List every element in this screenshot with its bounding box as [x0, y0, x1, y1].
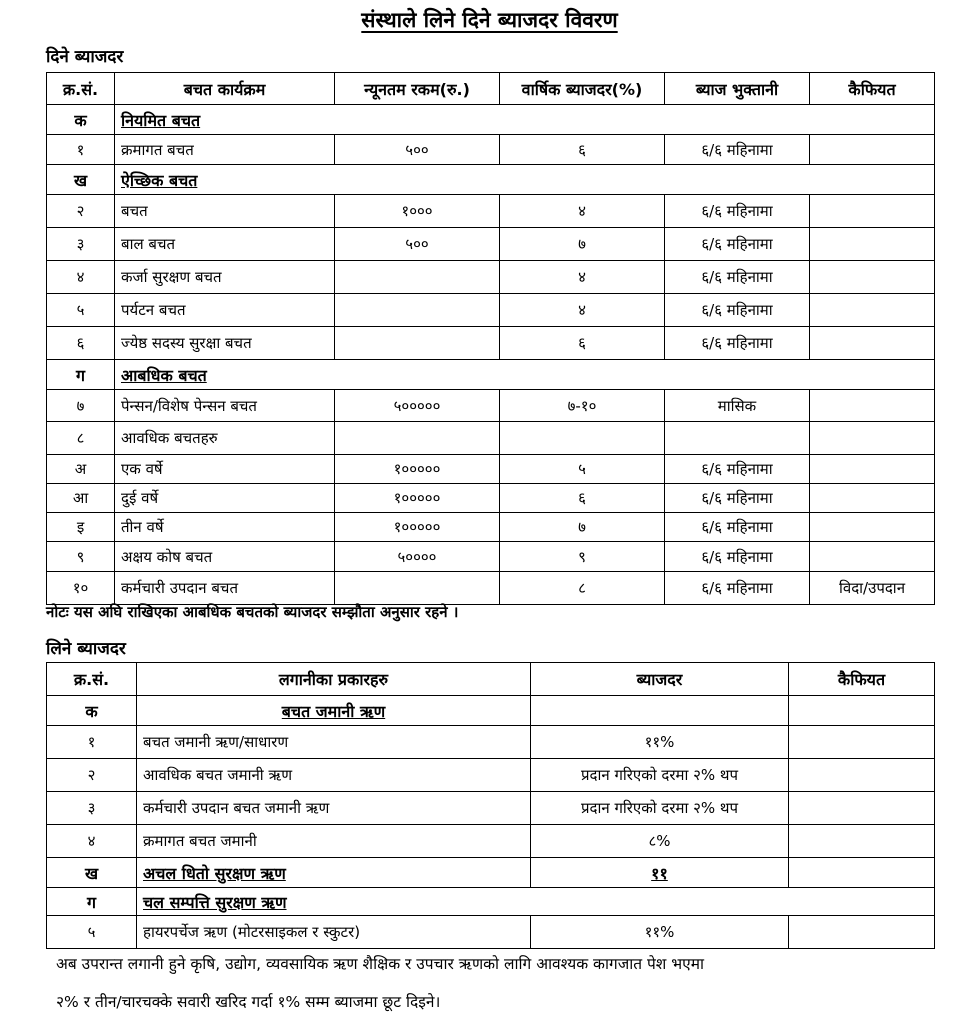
loan-section-title: लिने ब्याजदर — [46, 639, 126, 659]
table-row — [47, 390, 935, 422]
annual-rate: ८ — [500, 572, 665, 605]
remarks — [789, 792, 935, 825]
min-amount: ५०० — [335, 135, 500, 165]
annual-rate: ७ — [500, 513, 665, 542]
min-amount — [335, 294, 500, 327]
annual-rate: ९ — [500, 542, 665, 572]
remarks — [789, 759, 935, 792]
deposit-header-row — [47, 73, 935, 105]
remarks — [810, 422, 935, 455]
remarks — [810, 228, 935, 261]
program-name: बचत — [115, 195, 335, 228]
table-row — [47, 455, 935, 484]
min-amount — [335, 422, 500, 455]
group-rate — [531, 696, 789, 726]
min-amount: १००० — [335, 195, 500, 228]
min-amount: १००००० — [335, 455, 500, 484]
program-name: पर्यटन बचत — [115, 294, 335, 327]
table-row — [47, 422, 935, 455]
loan-type: आवधिक बचत जमानी ऋण — [137, 759, 531, 792]
table-row — [47, 195, 935, 228]
footer-note-line-1: अब उपरान्त लगानी हुने कृषि, उद्योग, व्यवसायिक ऋण शैक्षिक र उपचार ऋणको लागि आवश्यक कागजात पेश भएमा — [56, 955, 705, 973]
row-number: ९ — [47, 542, 115, 572]
remarks — [810, 455, 935, 484]
row-number: आ — [47, 484, 115, 513]
annual-rate: ४ — [500, 261, 665, 294]
interest-payment: ६/६ महिनामा — [665, 261, 810, 294]
header-cell: कैफियत — [810, 73, 935, 105]
min-amount: १००००० — [335, 484, 500, 513]
table-row — [47, 484, 935, 513]
loan-rate: ८% — [531, 825, 789, 858]
group-label: अचल धितो सुरक्षण ऋण — [137, 858, 531, 888]
loan-rate: ११% — [531, 726, 789, 759]
header-cell: बचत कार्यक्रम — [115, 73, 335, 105]
interest-payment: ६/६ महिनामा — [665, 542, 810, 572]
program-name: कर्मचारी उपदान बचत — [115, 572, 335, 605]
header-cell: कैफियत — [789, 663, 935, 696]
group-number: ख — [47, 165, 115, 195]
table-row — [47, 572, 935, 605]
row-number: १ — [47, 135, 115, 165]
loan-header-row — [47, 663, 935, 696]
loan-rate-table — [46, 662, 935, 949]
table-row — [47, 327, 935, 360]
header-cell: लगानीका प्रकारहरु — [137, 663, 531, 696]
remarks — [810, 135, 935, 165]
annual-rate: ४ — [500, 195, 665, 228]
interest-payment: ६/६ महिनामा — [665, 572, 810, 605]
header-cell: वार्षिक ब्याजदर(%) — [500, 73, 665, 105]
interest-payment: ६/६ महिनामा — [665, 195, 810, 228]
remarks — [789, 825, 935, 858]
group-number: ग — [47, 360, 115, 390]
group-row — [47, 696, 935, 726]
remarks — [810, 261, 935, 294]
loan-type: क्रमागत बचत जमानी — [137, 825, 531, 858]
row-number: इ — [47, 513, 115, 542]
header-cell: ब्याज भुक्तानी — [665, 73, 810, 105]
deposit-section-title: दिने ब्याजदर — [46, 47, 124, 67]
interest-payment: ६/६ महिनामा — [665, 327, 810, 360]
loan-type: बचत जमानी ऋण/साधारण — [137, 726, 531, 759]
annual-rate: ५ — [500, 455, 665, 484]
min-amount — [335, 572, 500, 605]
group-number: क — [47, 105, 115, 135]
group-row — [47, 105, 935, 135]
group-rate: ११ — [531, 858, 789, 888]
interest-payment: ६/६ महिनामा — [665, 135, 810, 165]
header-cell: ब्याजदर — [531, 663, 789, 696]
remarks — [810, 484, 935, 513]
annual-rate: ७ — [500, 228, 665, 261]
table-row — [47, 228, 935, 261]
table-row — [47, 792, 935, 825]
row-number: ५ — [47, 916, 137, 949]
group-label: नियमित बचत — [115, 105, 935, 135]
row-number: ७ — [47, 390, 115, 422]
remarks — [810, 390, 935, 422]
table-row — [47, 916, 935, 949]
annual-rate: ६ — [500, 135, 665, 165]
header-cell: क्र.सं. — [47, 73, 115, 105]
group-label: बचत जमानी ऋण — [137, 696, 531, 726]
annual-rate — [500, 422, 665, 455]
interest-payment: ६/६ महिनामा — [665, 228, 810, 261]
interest-payment: ६/६ महिनामा — [665, 513, 810, 542]
group-label: ऐच्छिक बचत — [115, 165, 935, 195]
interest-payment: ६/६ महिनामा — [665, 294, 810, 327]
group-row — [47, 858, 935, 888]
remarks — [810, 513, 935, 542]
annual-rate: ४ — [500, 294, 665, 327]
loan-rate: प्रदान गरिएको दरमा २% थप — [531, 792, 789, 825]
remarks — [789, 696, 935, 726]
group-row — [47, 888, 935, 916]
group-row — [47, 165, 935, 195]
loan-type: कर्मचारी उपदान बचत जमानी ऋण — [137, 792, 531, 825]
deposit-note: नोटः यस अघि राखिएका आबधिक बचतको ब्याजदर सम्झौता अनुसार रहने । — [46, 603, 459, 621]
remarks — [810, 327, 935, 360]
group-number: क — [47, 696, 137, 726]
program-name: पेन्सन/विशेष पेन्सन बचत — [115, 390, 335, 422]
interest-payment: ६/६ महिनामा — [665, 455, 810, 484]
row-number: १० — [47, 572, 115, 605]
remarks — [789, 916, 935, 949]
row-number: ५ — [47, 294, 115, 327]
page-title: संस्थाले लिने दिने ब्याजदर विवरण — [361, 8, 618, 32]
row-number: ३ — [47, 228, 115, 261]
table-row — [47, 825, 935, 858]
row-number: ४ — [47, 825, 137, 858]
header-cell: न्यूनतम रकम(रु.) — [335, 73, 500, 105]
min-amount: १००००० — [335, 513, 500, 542]
annual-rate: ७-१० — [500, 390, 665, 422]
interest-payment: मासिक — [665, 390, 810, 422]
table-row — [47, 294, 935, 327]
program-name: क्रमागत बचत — [115, 135, 335, 165]
group-label: आबधिक बचत — [115, 360, 935, 390]
loan-type: हायरपर्चेज ऋण (मोटरसाइकल र स्कुटर) — [137, 916, 531, 949]
annual-rate: ६ — [500, 327, 665, 360]
remarks — [810, 542, 935, 572]
table-row — [47, 542, 935, 572]
loan-rate: प्रदान गरिएको दरमा २% थप — [531, 759, 789, 792]
table-row — [47, 135, 935, 165]
program-name: अक्षय कोष बचत — [115, 542, 335, 572]
table-row — [47, 261, 935, 294]
program-name: दुई वर्षे — [115, 484, 335, 513]
interest-payment — [665, 422, 810, 455]
program-name: एक वर्षे — [115, 455, 335, 484]
loan-rate: ११% — [531, 916, 789, 949]
min-amount: ५०००० — [335, 542, 500, 572]
remarks: विदा/उपदान — [810, 572, 935, 605]
interest-payment: ६/६ महिनामा — [665, 484, 810, 513]
program-name: बाल बचत — [115, 228, 335, 261]
program-name: आवधिक बचतहरु — [115, 422, 335, 455]
row-number: १ — [47, 726, 137, 759]
row-number: ८ — [47, 422, 115, 455]
remarks — [789, 858, 935, 888]
table-row — [47, 726, 935, 759]
row-number: २ — [47, 759, 137, 792]
group-label: चल सम्पत्ति सुरक्षण ऋण — [137, 888, 935, 916]
min-amount: ५०० — [335, 228, 500, 261]
table-row — [47, 513, 935, 542]
remarks — [789, 726, 935, 759]
group-row — [47, 360, 935, 390]
remarks — [810, 195, 935, 228]
row-number: ४ — [47, 261, 115, 294]
row-number: २ — [47, 195, 115, 228]
group-number: ख — [47, 858, 137, 888]
program-name: ज्येष्ठ सदस्य सुरक्षा बचत — [115, 327, 335, 360]
remarks — [810, 294, 935, 327]
row-number: अ — [47, 455, 115, 484]
min-amount — [335, 327, 500, 360]
min-amount: ५००००० — [335, 390, 500, 422]
deposit-rate-table — [46, 72, 935, 605]
group-number: ग — [47, 888, 137, 916]
program-name: कर्जा सुरक्षण बचत — [115, 261, 335, 294]
annual-rate: ६ — [500, 484, 665, 513]
header-cell: क्र.सं. — [47, 663, 137, 696]
program-name: तीन वर्षे — [115, 513, 335, 542]
row-number: ३ — [47, 792, 137, 825]
min-amount — [335, 261, 500, 294]
footer-note-line-2: २% र तीन/चारचक्के सवारी खरिद गर्दा १% सम्म ब्याजमा छूट दिइने। — [56, 993, 441, 1011]
table-row — [47, 759, 935, 792]
row-number: ६ — [47, 327, 115, 360]
